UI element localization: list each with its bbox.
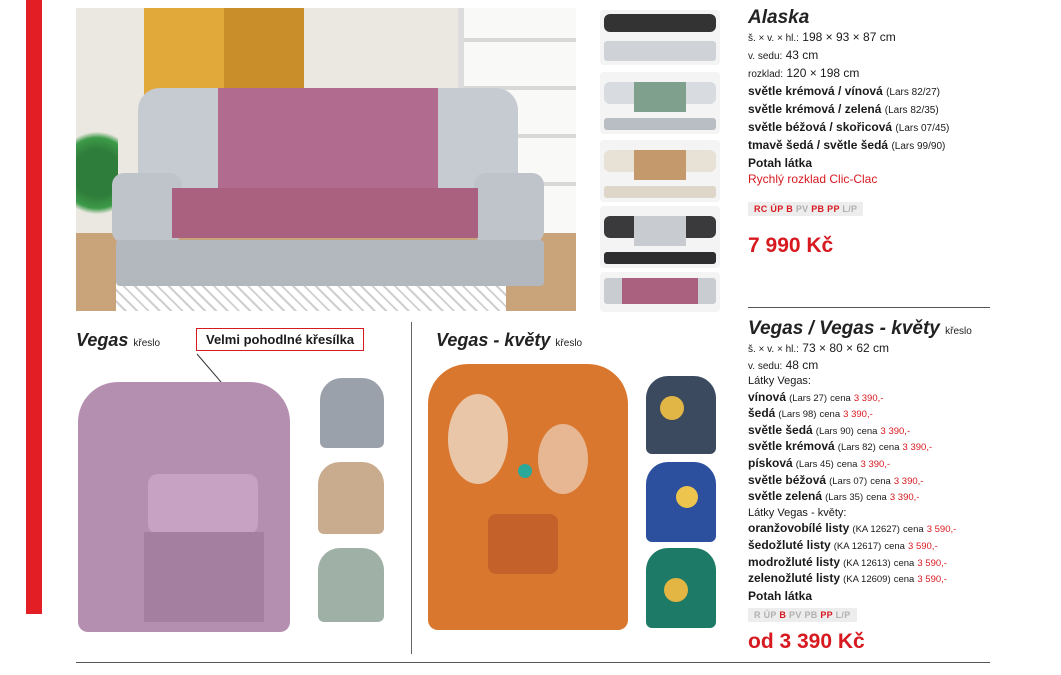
- divider-right: [748, 307, 990, 308]
- vegas-seat: v. sedu: 48 cm: [748, 358, 819, 372]
- vegas-thumb-grey: [320, 378, 384, 448]
- vegas-tags: [748, 608, 857, 622]
- tag-pv: PV: [795, 204, 809, 214]
- alaska-color-0: světle krémová / vínová (Lars 82/27): [748, 84, 941, 98]
- vegas-thumb-green: [318, 548, 384, 622]
- vegas-kvety-thumb-greyyellow: [646, 376, 716, 454]
- alaska-thumb-beige: [600, 140, 720, 202]
- alaska-tags: [748, 202, 863, 216]
- vegas-fabric-2: světle šedá (Lars 90) cena 3 390,-: [748, 422, 911, 437]
- vegas-fabric-4: písková (Lars 45) cena 3 390,-: [748, 455, 891, 470]
- vegas-price: od 3 390 Kč: [748, 630, 865, 653]
- alaska-seat: v. sedu: 43 cm: [748, 48, 819, 62]
- divider-vertical: [411, 322, 412, 654]
- vegas-kvety-chair-orange: [428, 364, 628, 630]
- tag-b: B: [786, 204, 793, 214]
- vegas-fabric-3: světle krémová (Lars 82) cena 3 390,-: [748, 439, 933, 454]
- vegas-fabric-0: vínová (Lars 27) cena 3 390,-: [748, 389, 884, 404]
- vegas-flower-1: šedožluté listy (KA 12617) cena 3 590,-: [748, 537, 938, 552]
- alaska-dims: š. × v. × hl.: 198 × 93 × 87 cm: [748, 30, 896, 44]
- alaska-sofa-photo: [76, 8, 576, 311]
- vegas-flower-2: modrožluté listy (KA 12613) cena 3 590,-: [748, 554, 947, 569]
- vegas-kvety-heading: Vegas - květy křeslo: [436, 330, 583, 350]
- alaska-title: Alaska: [748, 7, 810, 28]
- tag-pv: PV: [789, 610, 802, 620]
- vegas-fabric-1: šedá (Lars 98) cena 3 390,-: [748, 406, 873, 421]
- tag-b: B: [779, 610, 787, 620]
- alaska-color-2: světle béžová / skořicová (Lars 07/45): [748, 120, 950, 134]
- tag-pp: PP: [820, 610, 833, 620]
- tag-up: ÚP: [770, 204, 784, 214]
- tag-lp: L/P: [842, 204, 858, 214]
- alaska-price: 7 990 Kč: [748, 234, 834, 257]
- vegas-chair-pink: [78, 382, 290, 632]
- vegas-dims: š. × v. × hl.: 73 × 80 × 62 cm: [748, 341, 890, 355]
- alaska-thumb-grey: [600, 206, 720, 268]
- alaska-feature: Rychlý rozklad Clic-Clac: [748, 172, 878, 186]
- vegas-flower-heading: Látky Vegas - květy:: [748, 506, 847, 519]
- alaska-color-1: světle krémová / zelená (Lars 82/35): [748, 102, 939, 116]
- callout-comfortable: Velmi pohodlné křesílka: [196, 328, 364, 351]
- tag-rc: RC: [754, 204, 768, 214]
- vegas-fabrics-heading: Látky Vegas:: [748, 375, 811, 387]
- alaska-color-3: tmavě šedá / světle šedá (Lars 99/90): [748, 138, 946, 152]
- vegas-kvety-thumb-blueyellow: [646, 462, 716, 542]
- tag-pp: PP: [827, 204, 840, 214]
- tag-pb: PB: [804, 610, 818, 620]
- divider-bottom: [76, 662, 990, 663]
- alaska-fabric: Potah látka: [748, 156, 813, 170]
- alaska-bed: rozklad: 120 × 198 cm: [748, 66, 860, 80]
- vegas-thumb-sand: [318, 462, 384, 534]
- tag-r: R: [754, 610, 761, 620]
- vegas-kvety-thumb-greenyellow: [646, 548, 716, 628]
- tag-lp: L/P: [835, 610, 851, 620]
- vegas-fabric-type: Potah látka: [748, 588, 813, 603]
- vegas-flower-3: zelenožluté listy (KA 12609) cena 3 590,-: [748, 571, 947, 586]
- tag-up: ÚP: [763, 610, 777, 620]
- alaska-thumb-open: [600, 10, 720, 65]
- vegas-heading: Vegas křeslo: [76, 330, 161, 350]
- vegas-fabric-6: světle zelená (Lars 35) cena 3 390,-: [748, 489, 920, 504]
- red-side-bar: [26, 0, 42, 614]
- alaska-thumb-bed: [600, 272, 720, 312]
- vegas-fabric-5: světle béžová (Lars 07) cena 3 390,-: [748, 472, 924, 487]
- tag-pb: PB: [811, 204, 825, 214]
- vegas-flower-0: oranžovobílé listy (KA 12627) cena 3 590,-: [748, 521, 957, 536]
- vegas-title: Vegas / Vegas - květy křeslo: [748, 318, 972, 339]
- alaska-thumb-green: [600, 72, 720, 134]
